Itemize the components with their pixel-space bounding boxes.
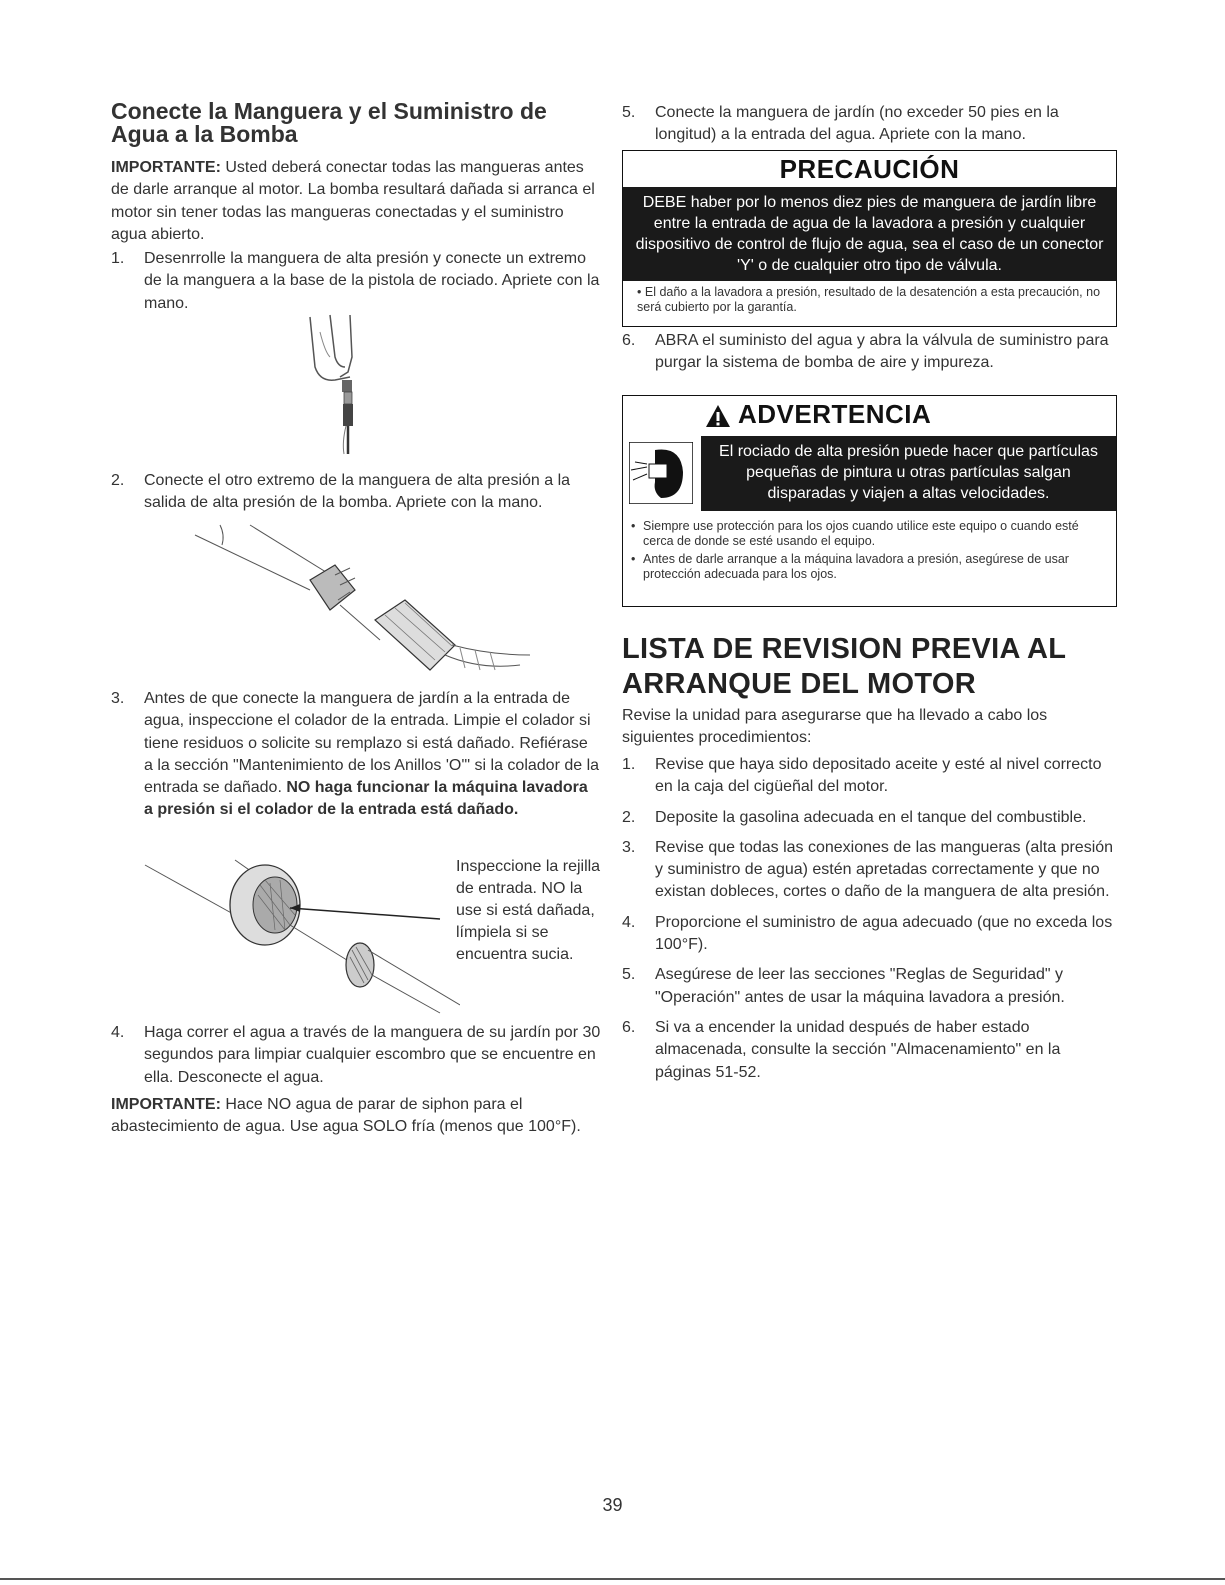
step-4: 4. Haga correr el agua a través de la manguera de su jardín por 30 segundos para limpiar cualquier escombro que se encuentre en ella. Desconecte el agua. — [111, 1024, 601, 1086]
warning-note-2: • Antes de darle arranque a la máquina lavadora a presión, asegúrese de usar protección adecuada para los ojos. — [631, 552, 1069, 581]
warning-note-1: • Siempre use protección para los ojos cuando utilice este equipo o cuando esté cerca de donde se esté usando el equipo. — [631, 519, 1079, 548]
caution-note: • El daño a la lavadora a presión, resultado de la desatención a esta precaución, no será cubierto por la garantía. — [637, 285, 1101, 314]
checklist-item: 3. Revise que todas las conexiones de las mangueras (alta presión y suministro de agua) estén apretadas correctamente y que no existan dobleces, cortes o daño de la manguera de alta presión. — [622, 838, 1114, 901]
step-2: 2. Conecte el otro extremo de la manguera de alta presión a la salida de alta presión de la bomba. Apriete con la mano. — [111, 472, 571, 512]
checklist-item: 6. Si va a encender la unidad después de haber estado almacenada, consulte la sección "Almacenamiento" en la páginas 51-52. — [622, 1018, 1061, 1081]
checklist-item: 1. Revise que haya sido depositado aceite y esté al nivel correcto en la caja del cigüeñal del motor. — [622, 756, 1102, 796]
caution-message: DEBE haber por lo menos diez pies de manguera de jardín libre entre la entrada de agua de la lavadora a presión y cualquier dispositivo de control de flujo de agua, sea el caso de un conector 'Y' o de cualquier otro tipo de válvula. — [623, 187, 1116, 281]
important-label: IMPORTANTE: — [111, 1096, 221, 1113]
warning-triangle-icon — [705, 404, 731, 428]
caution-title: PRECAUCIÓN — [779, 154, 960, 184]
caution-box — [622, 150, 1117, 327]
step-6: 6. ABRA el suministo del agua y abra la válvula de suministro para purgar la sistema de bomba de aire y impureza. — [622, 332, 1109, 372]
section-heading: Conecte la Manguera y el Suministro de Agua a la Bomba — [111, 98, 547, 147]
step-5: 5. Conecte la manguera de jardín (no exceder 50 pies en la longitud) a la entrada del agua. Apriete con la mano. — [622, 104, 1059, 144]
checklist-list — [622, 754, 1115, 1092]
step-3: 3. Antes de que conecte la manguera de jardín a la entrada de agua, inspeccione el colador de la entrada. Limpie el colador si tiene residuos o solicite su remplazo si está dañado. Refiérase a la sección "Mantenimiento de los Anillos 'O'" si la colador de la entrada se dañado. NO haga funcionar la máquina lavadora a presión si el colador de la entrada está dañado. — [111, 690, 600, 819]
bottom-divider — [0, 1578, 1225, 1580]
intro-paragraph: IMPORTANTE: Usted deberá conectar todas las mangueras antes de darle arranque al motor. La bomba resultará dañada si arranca el motor sin tener todas las mangueras conectadas y el suministro agua abierto. — [111, 159, 595, 243]
page-number: 39 — [602, 1495, 623, 1515]
checklist-title: LISTA DE REVISION PREVIA AL ARRANQUE DEL MOTOR — [622, 633, 1067, 700]
closing-paragraph: IMPORTANTE: Hace NO agua de parar de siphon para el abastecimiento de agua. Use agua SOLO fría (menos que 100°F). — [111, 1096, 581, 1136]
checklist-item: 5. Asegúrese de leer las secciones "Reglas de Seguridad" y "Operación" antes de usar la máquina lavadora a presión. — [622, 966, 1065, 1006]
hose-fitting-icon — [190, 520, 540, 680]
important-label: IMPORTANTE: — [111, 159, 221, 176]
warning-title: ADVERTENCIA — [738, 399, 932, 429]
eye-hazard-icon — [623, 436, 699, 511]
warning-box — [622, 395, 1117, 607]
step-1: 1. Desenrrolle la manguera de alta presión y conecte un extremo de la manguera a la base de la pistola de rociado. Apriete con la mano. — [111, 250, 600, 312]
checklist-intro: Revise la unidad para asegurarse que ha llevado a cabo los siguientes procedimientos: — [622, 707, 1048, 747]
hose-spray-gun-icon — [290, 312, 400, 457]
warning-message: El rociado de alta presión puede hacer que partículas pequeñas de pintura u otras partículas salgan disparadas y viajen a altas velocidades. — [701, 436, 1116, 511]
checklist-item: 4. Proporcione el suministro de agua adecuado (que no exceda los 100°F). — [622, 913, 1113, 954]
checklist-item: 2. Deposite la gasolina adecuada en el tanque del combustible. — [622, 808, 1087, 826]
screen-caption: Inspeccione la rejilla de entrada. NO la use si está dañada, límpiela si se encuentra sucia. — [456, 858, 601, 963]
inlet-screen-icon — [140, 855, 460, 1015]
